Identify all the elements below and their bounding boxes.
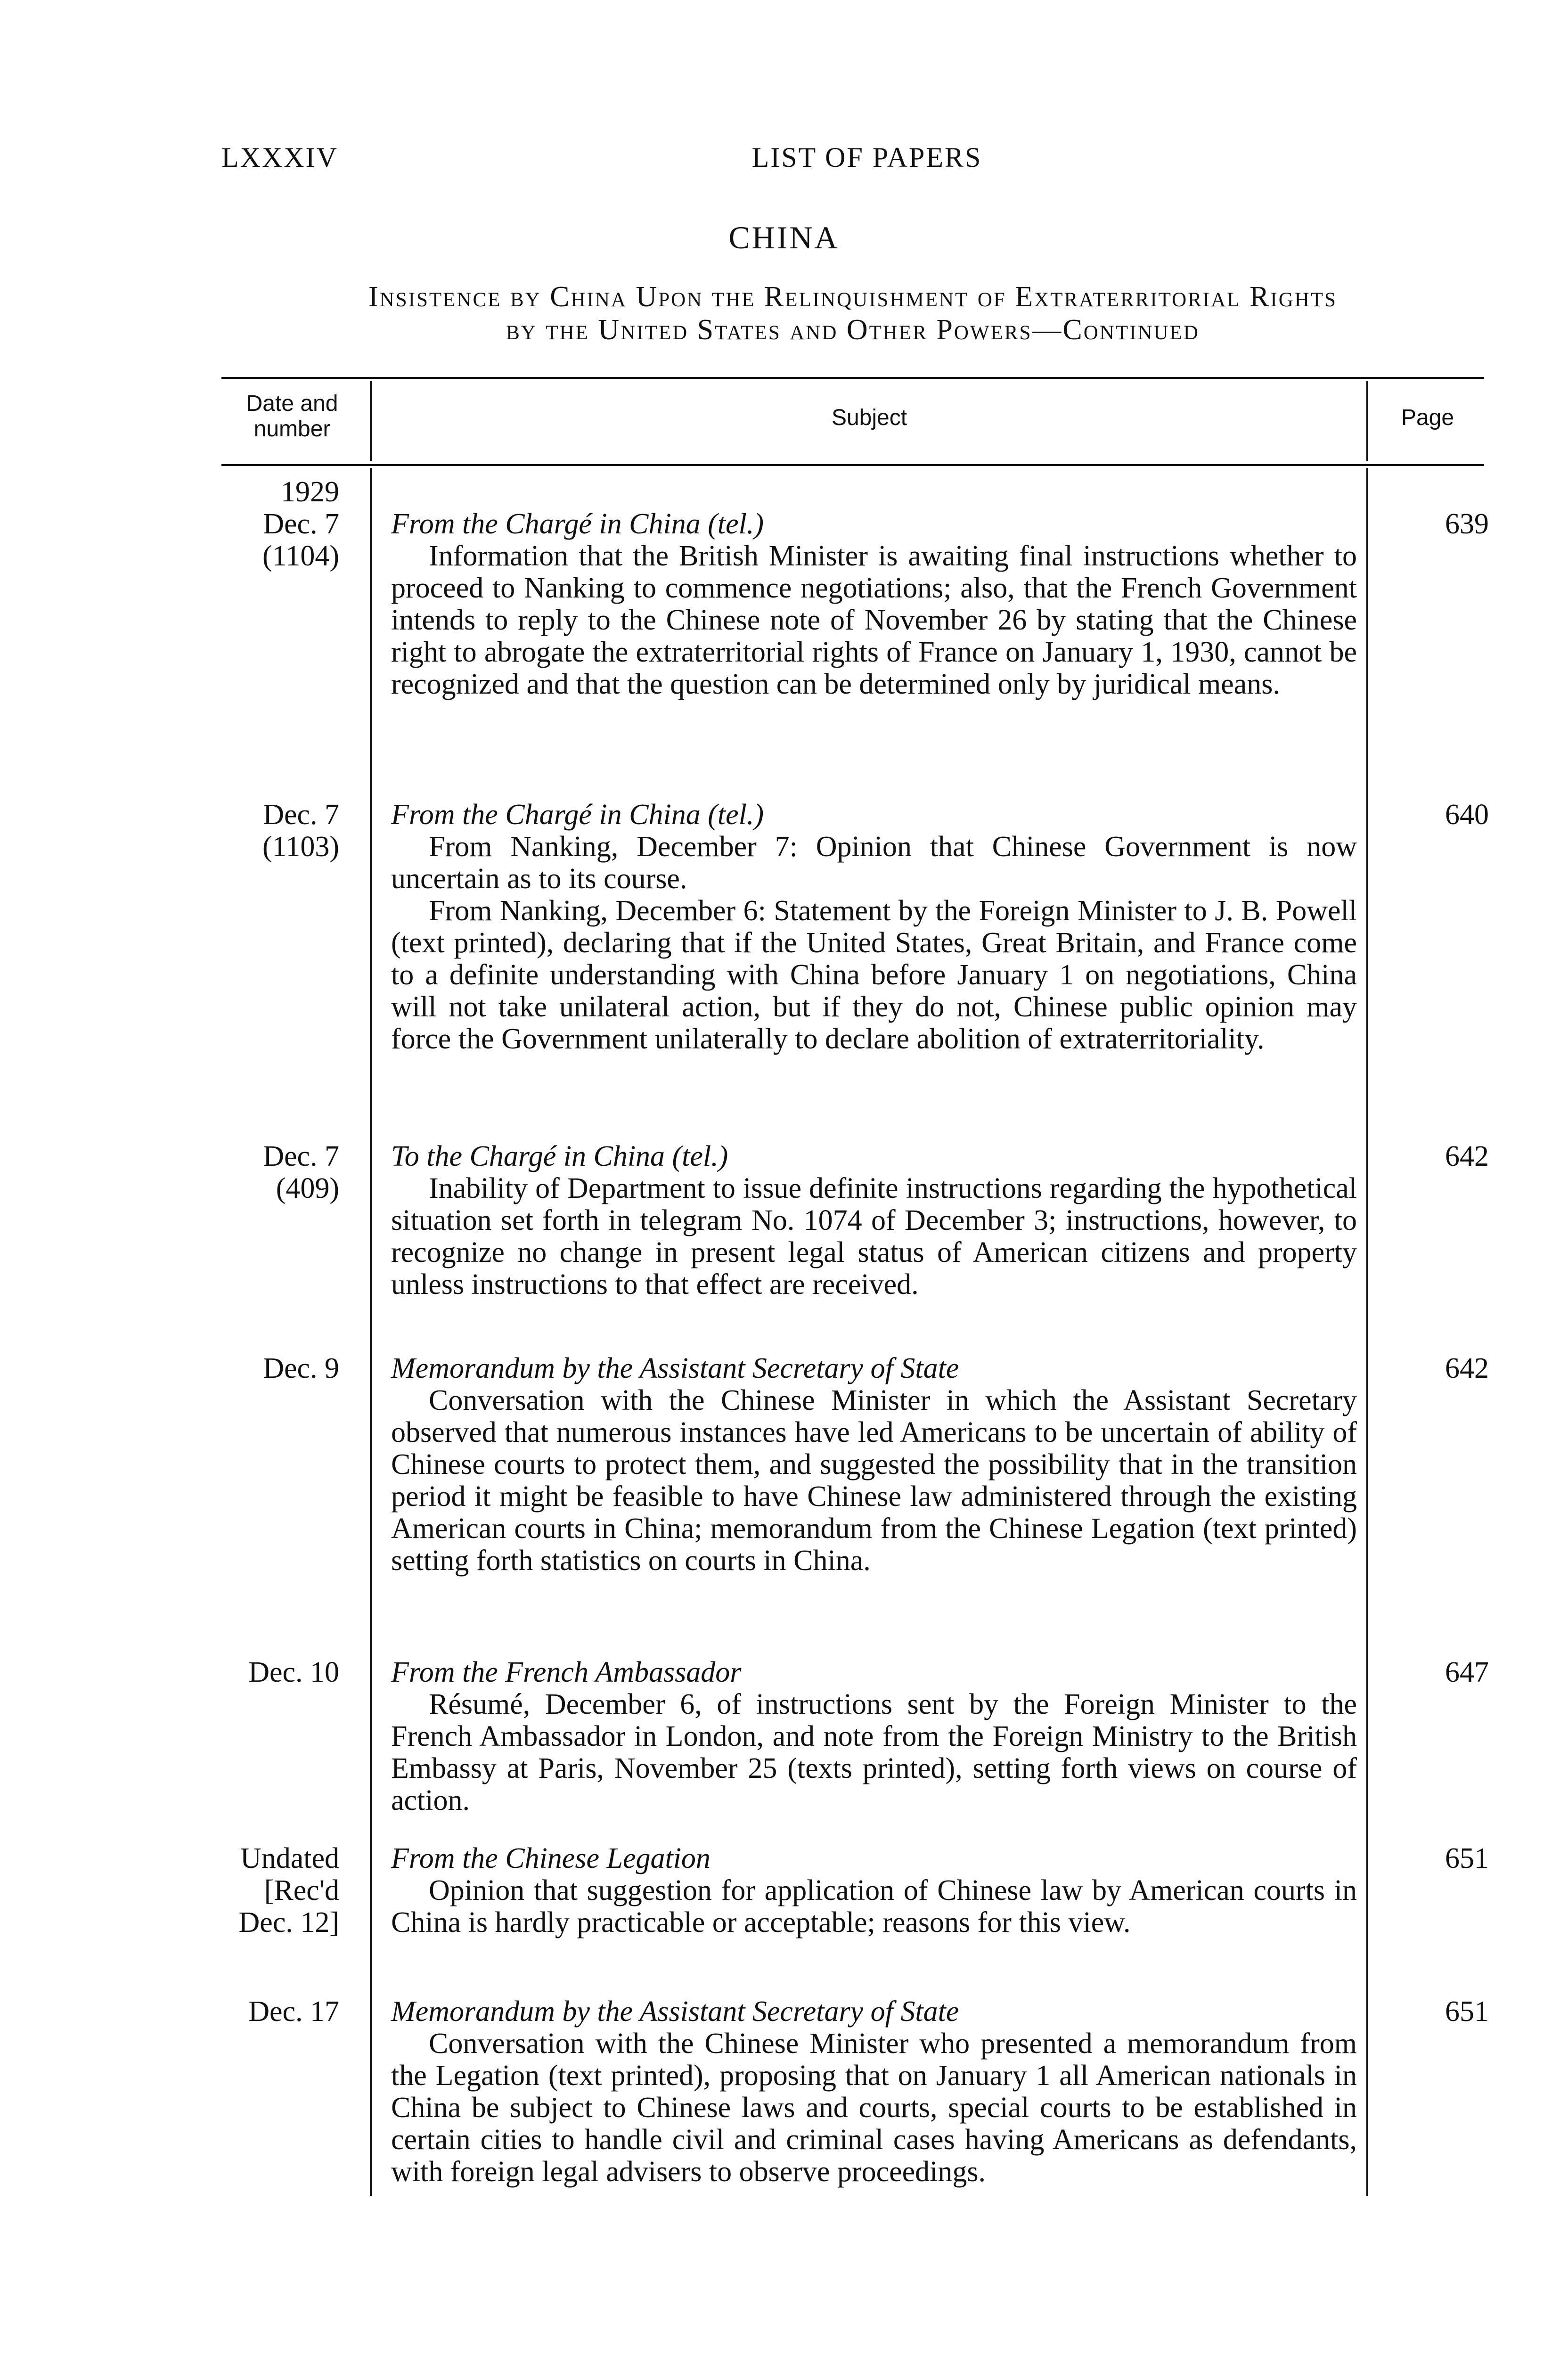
entry-heading: From the French Ambassador	[391, 1656, 742, 1688]
entry-date-line: Undated	[240, 1842, 339, 1874]
table-top-rule	[221, 377, 1484, 379]
entry-paragraph: Conversation with the Chinese Minister who presented a memorandum from the Legation (text printed), proposing that on January 1 all American nationals in China be subject to Chinese laws and courts, special courts to be established in certain cities to handle civil and criminal cases having Americans as defendants, with foreign legal advisers to observe proceedings.	[391, 2028, 1357, 2188]
entry-subject	[391, 1140, 1357, 1301]
column-divider-left	[370, 468, 372, 2196]
entry-paragraph: Inability of Department to issue definite instructions regarding the hypothetical situation set forth in telegram No. 1074 of December 3; instructions, however, to recognize no change in present legal status of American citizens and property unless instructions to that effect are received.	[391, 1172, 1357, 1301]
entry-page: 639	[1445, 508, 1489, 540]
entry-date-line: Dec. 9	[263, 1352, 339, 1384]
entry-subject	[391, 1352, 1357, 1577]
entry-subject	[391, 1842, 1357, 1939]
subtitle-line: by the United States and Other Powers—Continued	[506, 314, 1200, 346]
entry-subject	[391, 1656, 1357, 1816]
entry-date	[221, 1656, 339, 1688]
entry-date-line: (1103)	[262, 831, 339, 863]
entry-date-line: Dec. 12]	[238, 1906, 339, 1939]
running-head: LIST OF PAPERS	[751, 142, 982, 173]
page-number: LXXXIV	[221, 142, 338, 173]
entry-page: 642	[1445, 1352, 1489, 1384]
entry-heading: Memorandum by the Assistant Secretary of State	[391, 1996, 959, 2028]
entry-paragraph: From Nanking, December 7: Opinion that Chinese Government is now uncertain as to its course.	[391, 831, 1357, 895]
column-divider-right	[1366, 468, 1368, 2196]
entry-paragraph: From Nanking, December 6: Statement by the Foreign Minister to J. B. Powell (text printed), declaring that if the United States, Great Britain, and France come to a definite understanding with China before January 1 on negotiations, China will not take unilateral action, but if they do not, Chinese public opinion may force the Government unilaterally to declare abolition of extraterritoriality.	[391, 895, 1357, 1055]
entry-date-line: Dec. 7	[263, 508, 339, 540]
column-header-page: Page	[1401, 405, 1454, 430]
entry-date-line: (1104)	[262, 540, 339, 572]
entry-paragraph: Résumé, December 6, of instructions sent by the Foreign Minister to the French Ambassador in London, and note from the Foreign Ministry to the British Embassy at Paris, November 25 (texts printed), setting forth views on course of action.	[391, 1688, 1357, 1816]
entry-date-line: Dec. 10	[248, 1656, 339, 1688]
entry-date	[221, 1352, 339, 1384]
entry-page: 651	[1445, 1842, 1489, 1874]
entry-subject	[391, 508, 1357, 700]
entry-paragraph: Information that the British Minister is awaiting final instructions whether to proceed to Nanking to commence negotiations; also, that the French Government intends to reply to the Chinese note of November 26 by stating that the Chinese right to abrogate the extraterritorial rights of France on January 1, 1930, cannot be recognized and that the question can be determined only by juridical means.	[391, 540, 1357, 700]
entry-date-line: [Rec'd	[264, 1874, 339, 1906]
entry-date	[221, 1996, 339, 2028]
section-subtitle	[217, 280, 1489, 346]
entry-heading: From the Chinese Legation	[391, 1842, 710, 1874]
header-divider-right	[1366, 381, 1368, 461]
entry-date	[221, 1140, 339, 1204]
entry-subject	[391, 1996, 1357, 2188]
column-header-date-line: number	[253, 417, 331, 442]
entry-page: 647	[1445, 1656, 1489, 1688]
entry-page: 651	[1445, 1996, 1489, 2028]
section-title: CHINA	[728, 220, 840, 255]
entry-paragraph: Conversation with the Chinese Minister in which the Assistant Secretary observed that numerous instances have led Americans to be uncertain of ability of Chinese courts to protect them, and suggested the possibility that in the transition period it might be feasible to have Chinese law administered through the existing American courts in China; memorandum from the Chinese Legation (text printed) setting forth statistics on courts in China.	[391, 1384, 1357, 1577]
entry-date-line: Dec. 7	[263, 799, 339, 831]
table-header-rule	[221, 464, 1484, 466]
entry-heading: To the Chargé in China (tel.)	[391, 1140, 728, 1172]
entry-date	[221, 476, 339, 572]
column-header-date	[221, 391, 363, 442]
entry-heading: From the Chargé in China (tel.)	[391, 799, 764, 831]
entry-date-line: (409)	[276, 1172, 339, 1204]
entry-date-line: 1929	[281, 476, 339, 508]
entry-page: 642	[1445, 1140, 1489, 1172]
entry-date-line: Dec. 17	[248, 1996, 339, 2028]
header-divider-left	[370, 381, 372, 461]
column-header-date-line: Date and	[246, 391, 338, 416]
entry-heading: Memorandum by the Assistant Secretary of State	[391, 1352, 959, 1384]
entry-page: 640	[1445, 799, 1489, 831]
column-header-subject: Subject	[831, 405, 907, 430]
entry-subject	[391, 799, 1357, 1055]
entry-date	[221, 799, 339, 863]
subtitle-line: Insistence by China Upon the Relinquishment of Extraterritorial Rights	[368, 281, 1337, 313]
entry-date	[221, 1842, 339, 1939]
entry-paragraph: Opinion that suggestion for application of Chinese law by American courts in China is hardly practicable or acceptable; reasons for this view.	[391, 1874, 1357, 1939]
entry-heading: From the Chargé in China (tel.)	[391, 508, 764, 540]
entry-date-line: Dec. 7	[263, 1140, 339, 1172]
